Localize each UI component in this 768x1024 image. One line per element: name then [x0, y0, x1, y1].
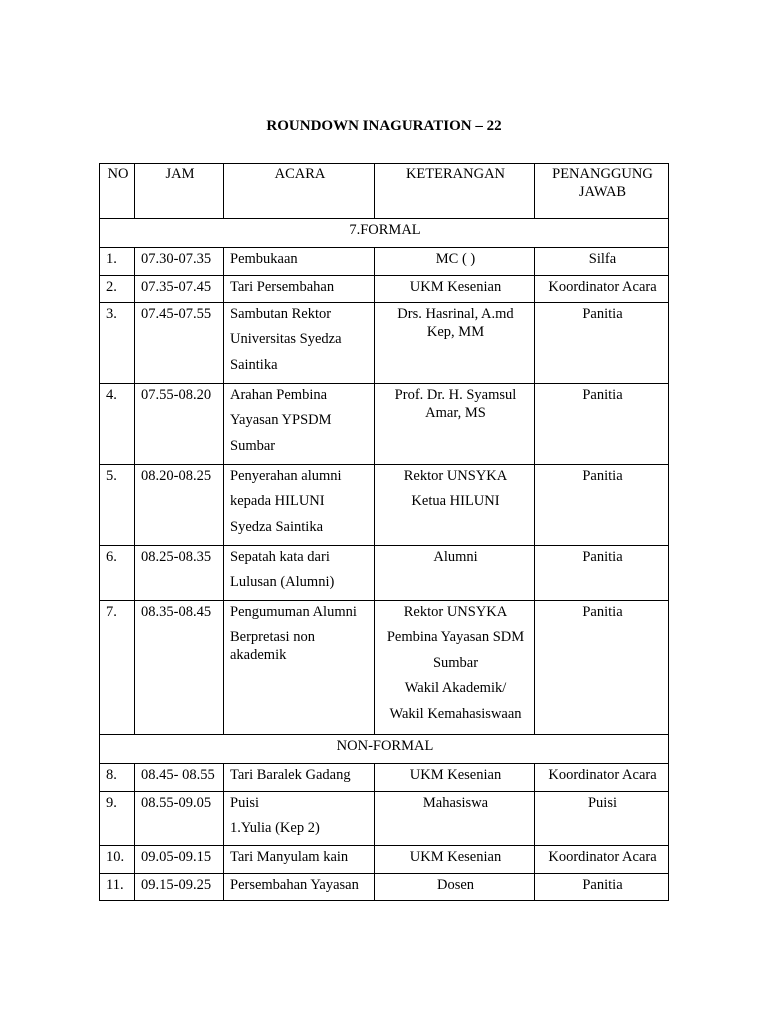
cell-keterangan — [375, 601, 535, 735]
cell-jam: 08.55-09.05 — [135, 792, 224, 846]
cell-penanggung-jawab: Panitia — [535, 384, 669, 465]
cell-keterangan-line: UKM Kesenian — [409, 279, 502, 295]
cell-penanggung-jawab: Koordinator Acara — [535, 846, 669, 874]
cell-acara-line: Universitas Syedza — [230, 331, 342, 347]
header-row — [100, 164, 669, 219]
cell-no: 11. — [100, 874, 135, 901]
cell-penanggung-jawab: Panitia — [535, 601, 669, 735]
table-row — [100, 792, 669, 846]
cell-acara-line: Puisi — [230, 795, 260, 811]
header-keterangan: KETERANGAN — [375, 164, 535, 219]
cell-keterangan — [375, 546, 535, 601]
table-row — [100, 303, 669, 384]
header-pj-line2: JAWAB — [578, 184, 627, 200]
cell-penanggung-jawab: Puisi — [535, 792, 669, 846]
cell-acara-line: Saintika — [230, 356, 278, 373]
cell-penanggung-jawab: Koordinator Acara — [535, 276, 669, 303]
cell-keterangan-line: Rektor UNSYKA — [403, 468, 508, 484]
cell-acara-line: Penyerahan alumni — [230, 468, 342, 484]
cell-keterangan-line: Mahasiswa — [422, 795, 489, 811]
header-acara: ACARA — [224, 164, 375, 219]
cell-acara-line: Yayasan YPSDM — [230, 412, 332, 428]
cell-acara-line: kepada HILUNI — [230, 493, 325, 509]
document-title: ROUNDOWN INAGURATION – 22 — [266, 118, 502, 134]
cell-acara — [224, 276, 375, 303]
cell-keterangan-line: MC ( ) — [435, 251, 476, 267]
cell-jam: 07.45-07.55 — [135, 303, 224, 384]
cell-acara-line: Sepatah kata dari — [230, 549, 330, 565]
rundown-table — [99, 163, 669, 901]
section-non-formal: NON-FORMAL — [100, 735, 669, 764]
cell-keterangan-line: Ketua HILUNI — [411, 493, 500, 509]
cell-jam: 09.05-09.15 — [135, 846, 224, 874]
cell-keterangan — [375, 846, 535, 874]
cell-acara-line: Berpretasi non — [230, 629, 315, 645]
cell-no: 5. — [100, 465, 135, 546]
cell-acara-line: akademik — [230, 647, 287, 663]
cell-keterangan — [375, 303, 535, 384]
table-row — [100, 276, 669, 303]
cell-keterangan-line: UKM Kesenian — [409, 767, 502, 783]
cell-keterangan-line: Dosen — [436, 877, 475, 893]
cell-acara — [224, 303, 375, 384]
cell-keterangan-line: Sumbar — [432, 654, 479, 671]
cell-no: 7. — [100, 601, 135, 735]
formal-rows — [100, 248, 669, 735]
table-row — [100, 546, 669, 601]
cell-acara — [224, 764, 375, 792]
cell-keterangan-line: Wakil Akademik/ — [404, 680, 507, 696]
cell-no: 6. — [100, 546, 135, 601]
cell-acara-line: Pembukaan — [230, 251, 298, 267]
cell-keterangan-line: Prof. Dr. H. Syamsul — [394, 387, 517, 403]
cell-keterangan — [375, 465, 535, 546]
non-formal-rows — [100, 764, 669, 901]
cell-keterangan-line: Kep, MM — [426, 324, 485, 340]
cell-keterangan-line: Alumni — [433, 549, 478, 565]
table-row — [100, 248, 669, 276]
cell-acara — [224, 792, 375, 846]
cell-jam: 08.20-08.25 — [135, 465, 224, 546]
cell-acara-line: Lulusan (Alumni) — [230, 574, 335, 590]
cell-acara-line: Tari Baralek Gadang — [230, 767, 351, 783]
table-row — [100, 465, 669, 546]
section-row-non-formal — [100, 735, 669, 764]
cell-acara — [224, 601, 375, 735]
header-no: NO — [100, 164, 135, 219]
cell-penanggung-jawab: Panitia — [535, 874, 669, 901]
cell-penanggung-jawab: Panitia — [535, 465, 669, 546]
cell-acara-line: Pengumuman Alumni — [230, 604, 357, 620]
header-jam: JAM — [135, 164, 224, 219]
cell-keterangan-line: Drs. Hasrinal, A.md — [397, 306, 514, 322]
table-row — [100, 384, 669, 465]
section-formal: 7.FORMAL — [100, 219, 669, 248]
cell-acara-line: Tari Manyulam kain — [230, 849, 349, 865]
cell-no: 2. — [100, 276, 135, 303]
cell-acara-line: 1.Yulia (Kep 2) — [230, 820, 320, 836]
cell-acara — [224, 846, 375, 874]
cell-acara — [224, 465, 375, 546]
cell-acara-line: Sumbar — [230, 437, 276, 454]
table-row — [100, 601, 669, 735]
table-row — [100, 764, 669, 792]
cell-keterangan-line: UKM Kesenian — [409, 849, 502, 865]
cell-acara — [224, 546, 375, 601]
cell-keterangan-line: Rektor UNSYKA — [403, 604, 508, 620]
cell-no: 9. — [100, 792, 135, 846]
section-row-formal — [100, 219, 669, 248]
cell-keterangan-line: Pembina Yayasan SDM — [386, 629, 525, 645]
cell-acara-line: Syedza Saintika — [230, 518, 324, 535]
cell-keterangan-line: Amar, MS — [425, 405, 486, 421]
header-penanggung-jawab — [535, 164, 669, 219]
cell-keterangan — [375, 248, 535, 276]
cell-no: 1. — [100, 248, 135, 276]
cell-jam: 08.45- 08.55 — [135, 764, 224, 792]
cell-penanggung-jawab: Panitia — [535, 546, 669, 601]
cell-penanggung-jawab: Koordinator Acara — [535, 764, 669, 792]
cell-penanggung-jawab: Silfa — [535, 248, 669, 276]
cell-no: 10. — [100, 846, 135, 874]
cell-acara — [224, 874, 375, 901]
cell-no: 8. — [100, 764, 135, 792]
cell-jam: 07.30-07.35 — [135, 248, 224, 276]
cell-keterangan — [375, 384, 535, 465]
cell-jam: 08.25-08.35 — [135, 546, 224, 601]
cell-jam: 08.35-08.45 — [135, 601, 224, 735]
cell-keterangan-line: Wakil Kemahasiswaan — [389, 705, 522, 722]
cell-keterangan — [375, 276, 535, 303]
header-pj-line1: PENANGGUNG — [552, 166, 653, 182]
cell-jam: 07.55-08.20 — [135, 384, 224, 465]
cell-no: 4. — [100, 384, 135, 465]
cell-penanggung-jawab: Panitia — [535, 303, 669, 384]
cell-no: 3. — [100, 303, 135, 384]
cell-acara — [224, 248, 375, 276]
cell-acara-line: Sambutan Rektor — [230, 306, 332, 322]
table-row — [100, 874, 669, 901]
cell-acara — [224, 384, 375, 465]
cell-keterangan — [375, 792, 535, 846]
cell-acara-line: Tari Persembahan — [230, 279, 335, 295]
cell-jam: 09.15-09.25 — [135, 874, 224, 901]
cell-keterangan — [375, 874, 535, 901]
cell-acara-line: Arahan Pembina — [230, 387, 328, 403]
cell-keterangan — [375, 764, 535, 792]
table-row — [100, 846, 669, 874]
cell-acara-line: Persembahan Yayasan — [230, 877, 359, 893]
cell-jam: 07.35-07.45 — [135, 276, 224, 303]
